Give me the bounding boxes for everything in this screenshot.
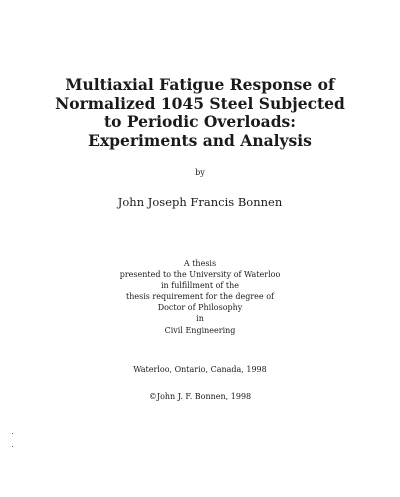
place-and-date: Waterloo, Ontario, Canada, 1998: [133, 365, 267, 374]
author-name: John Joseph Francis Bonnen: [117, 195, 283, 209]
statement-line: presented to the University of Waterloo: [119, 270, 281, 280]
title-line: to Periodic Overloads:: [103, 112, 297, 131]
statement-line: in fulfillment of the: [160, 281, 240, 291]
title-line: Multiaxial Fatigue Response of: [65, 75, 335, 94]
statement-line: Civil Engineering: [164, 325, 236, 335]
degree-statement: [0, 258, 400, 336]
statement-line: thesis requirement for the degree of: [126, 292, 274, 302]
statement-line: Doctor of Philosophy: [157, 303, 243, 313]
statement-line: A thesis: [183, 259, 217, 268]
copyright-notice: ©John J. F. Bonnen, 1998: [148, 392, 252, 401]
thesis-title: [40, 76, 360, 150]
title-line: Normalized 1045 Steel Subjected: [55, 93, 345, 113]
scan-speck: [12, 446, 13, 447]
title-line: Experiments and Analysis: [88, 130, 312, 150]
statement-line: in: [196, 314, 204, 324]
byline: by: [195, 168, 205, 177]
scan-speck: [12, 433, 13, 434]
